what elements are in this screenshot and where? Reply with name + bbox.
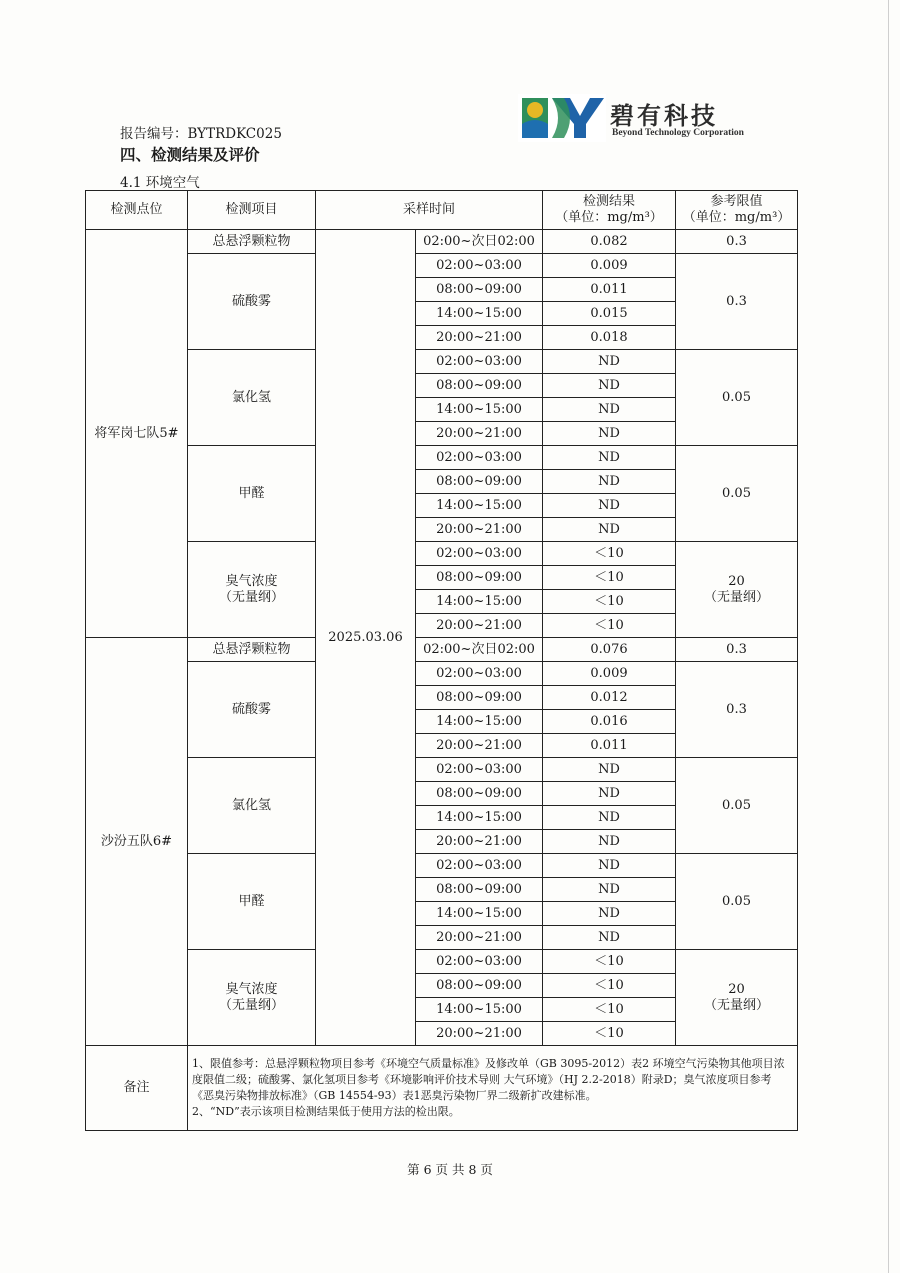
col-header-result: [543, 191, 676, 230]
page-edge-line: [888, 0, 889, 1273]
air-quality-results-table: [85, 190, 798, 1131]
cell-limit: [676, 662, 798, 758]
cell-result: ND: [543, 470, 676, 494]
cell-result: 0.009: [543, 254, 676, 278]
cell-sampling-time: 02:00~次日02:00: [416, 230, 543, 254]
cell-result: 0.011: [543, 734, 676, 758]
cell-sampling-time: 02:00~03:00: [416, 662, 543, 686]
test-item-label: 总悬浮颗粒物: [212, 641, 291, 657]
cell-result: 0.076: [543, 638, 676, 662]
remarks-label: 备注: [86, 1046, 188, 1131]
cell-sampling-time: 14:00~15:00: [416, 302, 543, 326]
col-header-item: 检测项目: [188, 191, 316, 230]
limit-value: 0.3: [726, 641, 747, 657]
limit-value: 0.3: [726, 701, 747, 717]
table-row: [86, 254, 798, 278]
company-name-en: Beyond Technology Corporation: [612, 128, 744, 138]
cell-result: 0.018: [543, 326, 676, 350]
cell-test-item: [188, 542, 316, 638]
table-row: [86, 446, 798, 470]
cell-result: ＜10: [543, 1022, 676, 1046]
cell-result: 0.082: [543, 230, 676, 254]
limit-unit: （无量纲）: [704, 589, 770, 605]
cell-sampling-time: 14:00~15:00: [416, 998, 543, 1022]
col-header-limit-title: 参考限值: [710, 194, 763, 209]
table-row: [86, 350, 798, 374]
table-row: [86, 662, 798, 686]
cell-result: ＜10: [543, 590, 676, 614]
cell-result: ＜10: [543, 566, 676, 590]
cell-result: ND: [543, 830, 676, 854]
cell-sampling-time: 20:00~21:00: [416, 830, 543, 854]
cell-limit: [676, 638, 798, 662]
limit-value: 0.05: [722, 485, 751, 501]
cell-test-item: [188, 350, 316, 446]
cell-result: ＜10: [543, 974, 676, 998]
cell-result: ND: [543, 902, 676, 926]
col-header-time: 采样时间: [316, 191, 543, 230]
cell-result: 0.016: [543, 710, 676, 734]
cell-sampling-time: 08:00~09:00: [416, 278, 543, 302]
cell-sampling-time: 14:00~15:00: [416, 494, 543, 518]
test-item-label: 甲醛: [238, 485, 265, 501]
test-item-label: 臭气浓度: [225, 573, 278, 589]
cell-result: ND: [543, 926, 676, 950]
cell-sampling-time: 20:00~21:00: [416, 518, 543, 542]
cell-result: ＜10: [543, 950, 676, 974]
cell-result: ND: [543, 422, 676, 446]
cell-result: 0.015: [543, 302, 676, 326]
cell-sampling-time: 20:00~21:00: [416, 926, 543, 950]
limit-value: 0.3: [726, 293, 747, 309]
cell-test-item: [188, 950, 316, 1046]
cell-result: ND: [543, 374, 676, 398]
cell-sampling-time: 14:00~15:00: [416, 590, 543, 614]
cell-result: ND: [543, 446, 676, 470]
cell-result: 0.011: [543, 278, 676, 302]
table-row: [86, 950, 798, 974]
subsection-title: 4.1 环境空气: [120, 175, 200, 191]
remark-line: 1、限值参考：总悬浮颗粒物项目参考《环境空气质量标准》及修改单（GB 3095-2012）表2 环境空气污染物其他项目浓度限值二级；硫酸雾、氯化氢项目参考《环境影响评价技术导则 大气环境》（HJ 2.2-2018）附录D；臭气浓度项目参考《恶臭污染物排放标准》（GB 14554-93）表1恶臭污染物厂界二级新扩改建标准。: [192, 1057, 785, 1102]
cell-result: ND: [543, 518, 676, 542]
cell-sampling-time: 08:00~09:00: [416, 686, 543, 710]
company-name-cn: 碧有科技: [610, 102, 718, 130]
cell-limit: [676, 758, 798, 854]
cell-sampling-time: 20:00~21:00: [416, 614, 543, 638]
cell-sampling-time: 02:00~03:00: [416, 758, 543, 782]
cell-test-item: [188, 254, 316, 350]
limit-value: 0.05: [722, 797, 751, 813]
cell-result: ND: [543, 398, 676, 422]
limit-value: 20: [728, 573, 745, 589]
limit-unit: （无量纲）: [704, 997, 770, 1013]
cell-sampling-time: 08:00~09:00: [416, 782, 543, 806]
cell-limit: [676, 254, 798, 350]
table-body: [86, 230, 798, 1131]
page-footer: 第 6 页 共 8 页: [407, 1162, 493, 1177]
cell-test-item: [188, 638, 316, 662]
cell-sampling-time: 20:00~21:00: [416, 1022, 543, 1046]
cell-result: 0.012: [543, 686, 676, 710]
cell-sampling-date: 2025.03.06: [316, 230, 416, 1046]
cell-limit: [676, 230, 798, 254]
test-item-label: 总悬浮颗粒物: [212, 233, 291, 249]
limit-value: 20: [728, 981, 745, 997]
cell-sampling-time: 08:00~09:00: [416, 974, 543, 998]
cell-sampling-time: 14:00~15:00: [416, 710, 543, 734]
cell-result: ND: [543, 854, 676, 878]
company-logo: [518, 94, 758, 146]
test-item-label: 臭气浓度: [225, 981, 278, 997]
cell-sampling-time: 08:00~09:00: [416, 878, 543, 902]
table-row: [86, 758, 798, 782]
test-item-unit: （无量纲）: [218, 589, 284, 605]
cell-result: ND: [543, 806, 676, 830]
cell-sampling-time: 20:00~21:00: [416, 422, 543, 446]
cell-limit: [676, 350, 798, 446]
col-header-point: 检测点位: [86, 191, 188, 230]
col-header-result-unit: （单位：mg/m³）: [555, 210, 663, 225]
cell-sampling-time: 20:00~21:00: [416, 326, 543, 350]
remark-line: 2、“ND”表示该项目检测结果低于使用方法的检出限。: [192, 1105, 460, 1118]
cell-test-item: [188, 230, 316, 254]
cell-sampling-time: 02:00~03:00: [416, 950, 543, 974]
cell-sampling-time: 20:00~21:00: [416, 734, 543, 758]
remarks-content: [188, 1046, 798, 1131]
cell-test-item: [188, 758, 316, 854]
cell-sampling-time: 02:00~次日02:00: [416, 638, 543, 662]
test-item-label: 硫酸雾: [231, 293, 271, 309]
cell-result: ND: [543, 758, 676, 782]
cell-result: ND: [543, 350, 676, 374]
limit-value: 0.3: [726, 233, 747, 249]
cell-limit: [676, 542, 798, 638]
cell-sampling-time: 02:00~03:00: [416, 446, 543, 470]
cell-result: ND: [543, 494, 676, 518]
cell-result: ND: [543, 878, 676, 902]
cell-test-item: [188, 662, 316, 758]
cell-result: ND: [543, 782, 676, 806]
cell-sampling-time: 08:00~09:00: [416, 470, 543, 494]
cell-sampling-time: 02:00~03:00: [416, 854, 543, 878]
cell-sampling-time: 08:00~09:00: [416, 566, 543, 590]
cell-sampling-time: 02:00~03:00: [416, 542, 543, 566]
col-header-limit: [676, 191, 798, 230]
table-row: [86, 230, 798, 254]
cell-result: ＜10: [543, 998, 676, 1022]
table-row: [86, 854, 798, 878]
cell-limit: [676, 854, 798, 950]
cell-site-name: 将军岗七队5#: [86, 230, 188, 638]
remarks-row: [86, 1046, 798, 1131]
company-logo-icon: [518, 94, 606, 142]
test-item-label: 硫酸雾: [231, 701, 271, 717]
section-title: 四、检测结果及评价: [120, 145, 260, 164]
col-header-limit-unit: （单位：mg/m³）: [682, 210, 791, 225]
test-item-label: 氯化氢: [231, 389, 271, 405]
cell-result: ＜10: [543, 542, 676, 566]
cell-limit: [676, 446, 798, 542]
cell-test-item: [188, 854, 316, 950]
cell-result: 0.009: [543, 662, 676, 686]
cell-sampling-time: 02:00~03:00: [416, 350, 543, 374]
cell-result: ＜10: [543, 614, 676, 638]
cell-sampling-time: 14:00~15:00: [416, 806, 543, 830]
report-number: 报告编号：BYTRDKC025: [120, 126, 282, 142]
limit-value: 0.05: [722, 893, 751, 909]
cell-test-item: [188, 446, 316, 542]
table-row: [86, 542, 798, 566]
cell-sampling-time: 14:00~15:00: [416, 398, 543, 422]
cell-limit: [676, 950, 798, 1046]
test-item-label: 甲醛: [238, 893, 265, 909]
table-row: [86, 638, 798, 662]
test-item-label: 氯化氢: [231, 797, 271, 813]
limit-value: 0.05: [722, 389, 751, 405]
cell-sampling-time: 08:00~09:00: [416, 374, 543, 398]
test-item-unit: （无量纲）: [218, 997, 284, 1013]
cell-sampling-time: 02:00~03:00: [416, 254, 543, 278]
cell-site-name: 沙汾五队6#: [86, 638, 188, 1046]
table-header-row: [86, 191, 798, 230]
cell-sampling-time: 14:00~15:00: [416, 902, 543, 926]
col-header-result-title: 检测结果: [583, 194, 636, 209]
